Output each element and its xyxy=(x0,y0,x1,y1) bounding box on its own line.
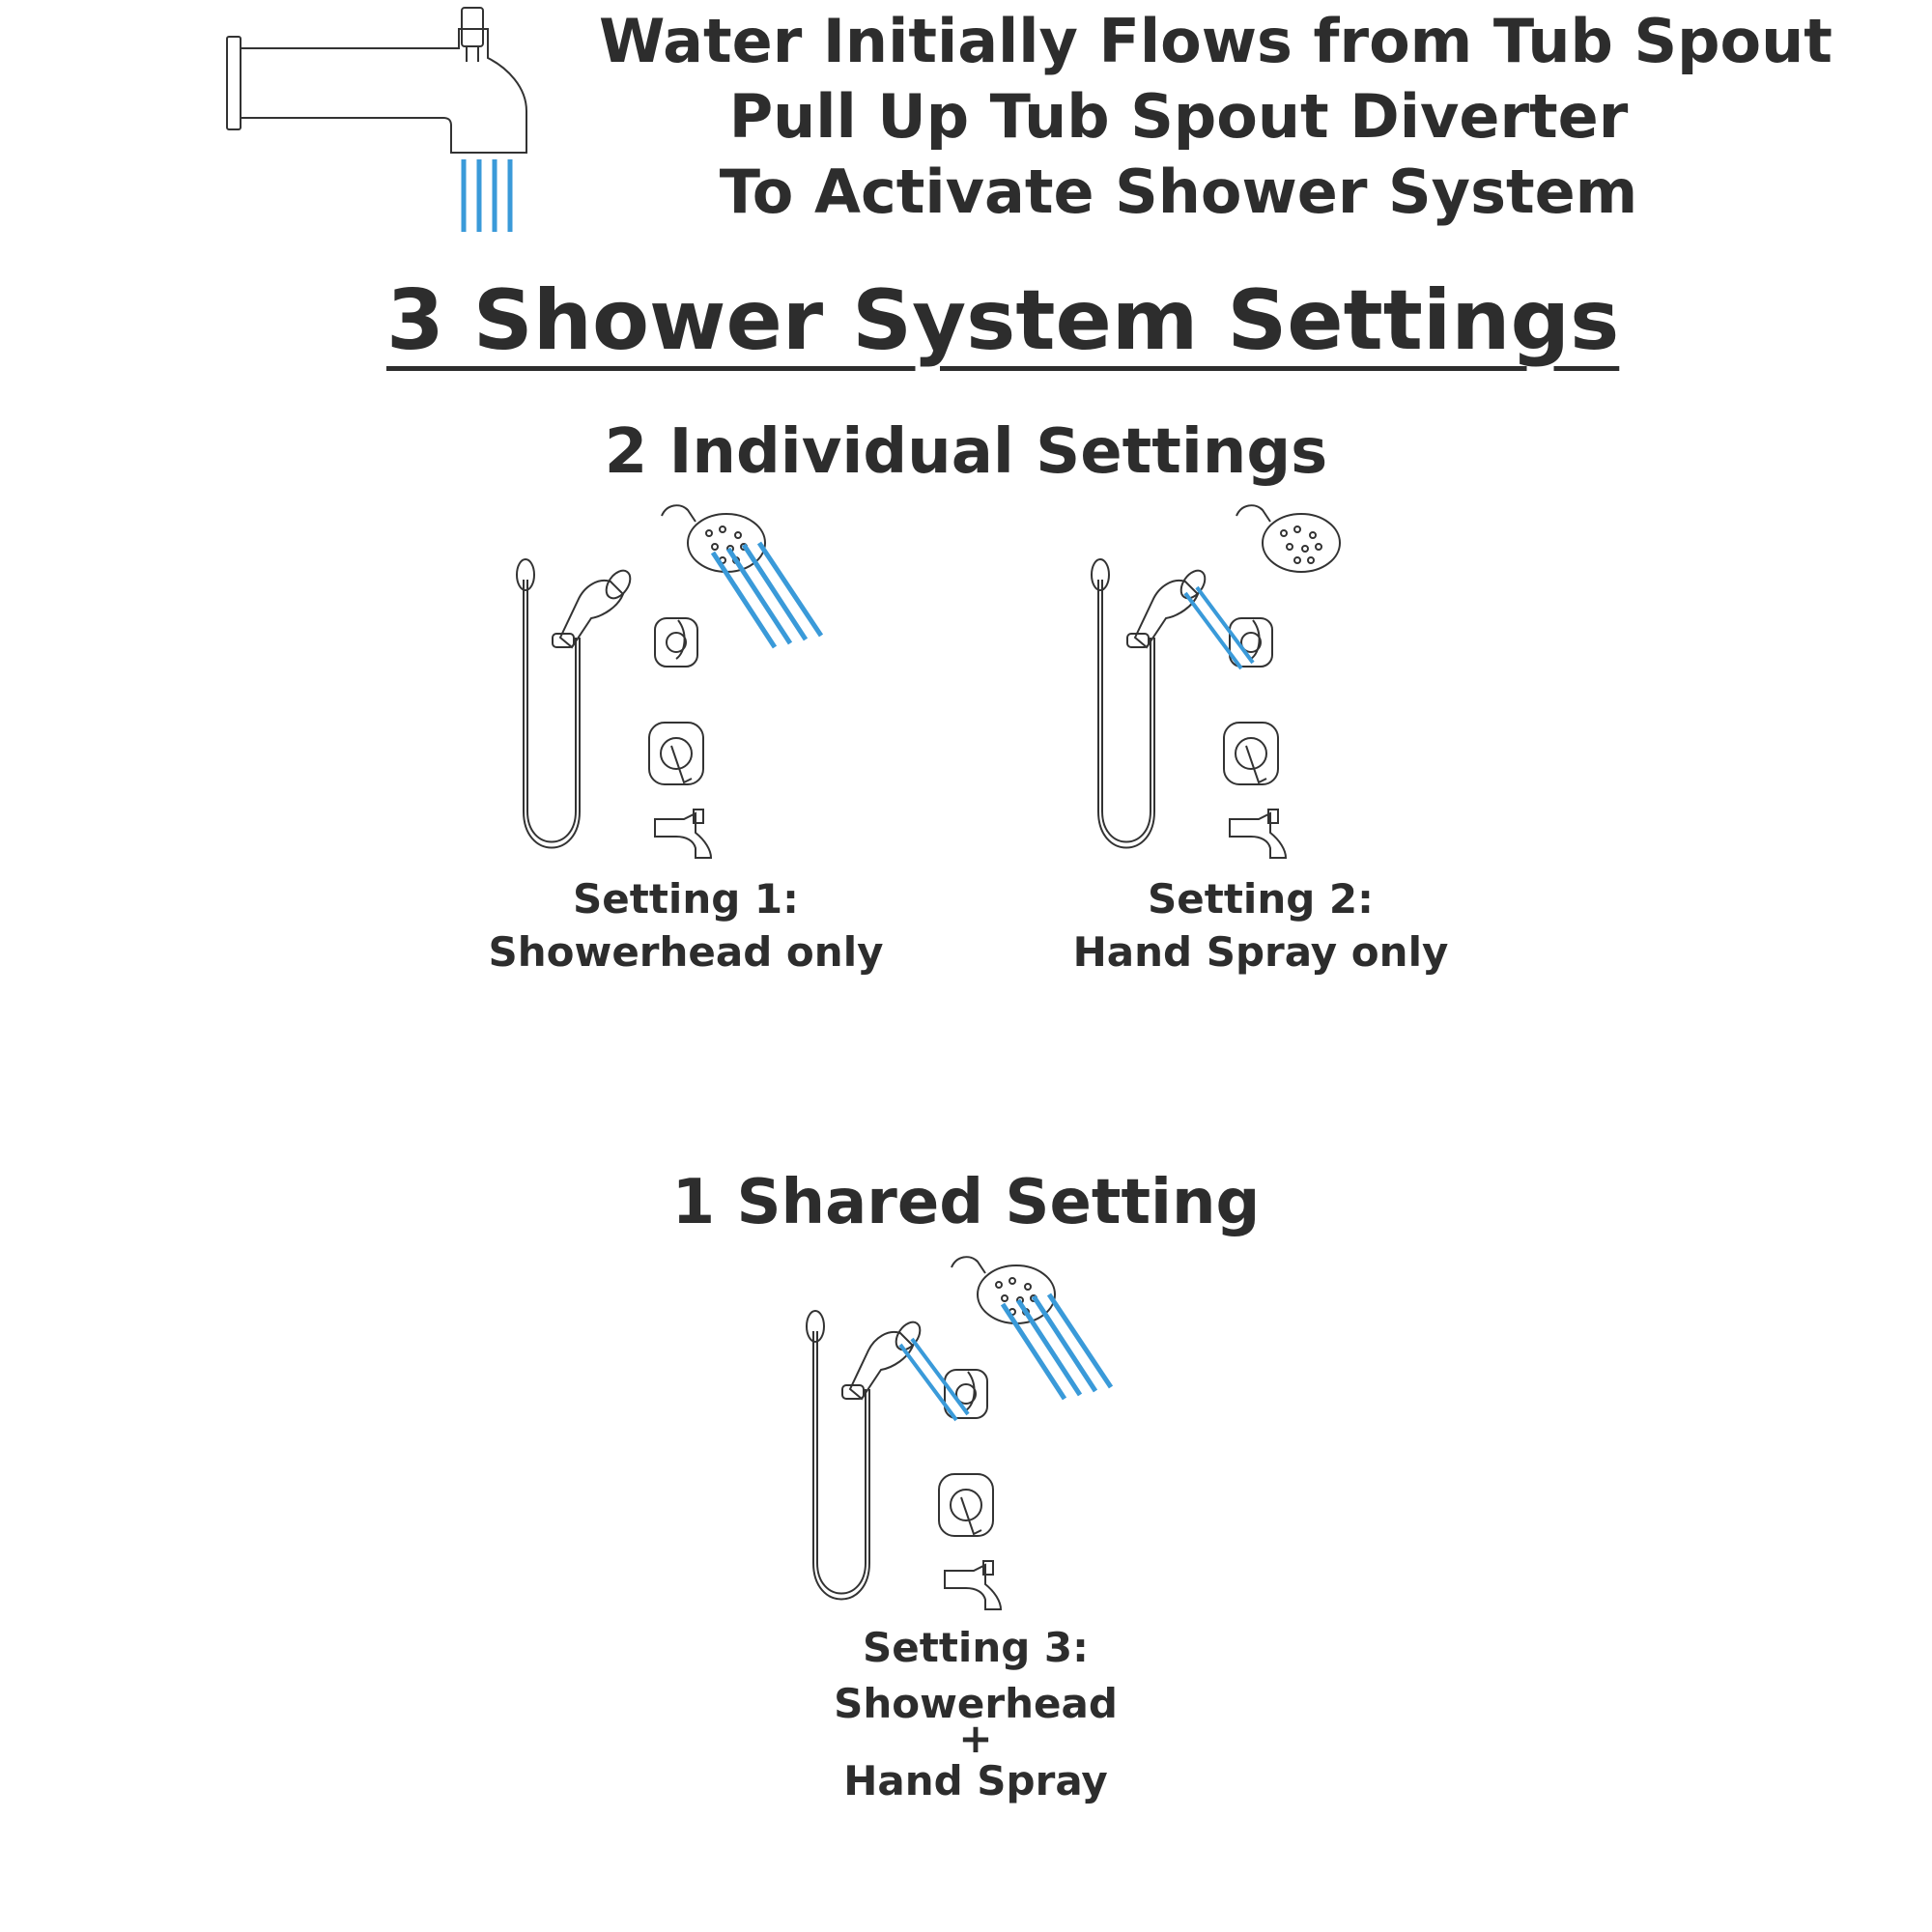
intro-line-3: To Activate Shower System xyxy=(719,156,1638,227)
water-stream-icon xyxy=(464,159,510,232)
setting-1-diagram xyxy=(502,493,831,869)
mixer-valve-icon xyxy=(649,723,703,784)
hose-icon xyxy=(813,1331,869,1600)
setting-3-line-1: Showerhead xyxy=(834,1680,1118,1727)
mixer-valve-icon xyxy=(939,1474,993,1536)
setting-3-plus: + xyxy=(958,1715,993,1762)
setting-3-diagram xyxy=(792,1244,1121,1621)
hand-spray-icon xyxy=(553,566,635,647)
diverter-valve-icon xyxy=(655,618,697,667)
tub-spout-intro-diagram xyxy=(217,0,546,242)
individual-settings-heading: 2 Individual Settings xyxy=(604,416,1328,488)
shared-setting-heading: 1 Shared Setting xyxy=(671,1167,1261,1238)
water-stream-icon xyxy=(1003,1294,1111,1399)
water-stream-icon xyxy=(713,543,821,647)
setting-1-desc: Showerhead only xyxy=(488,928,884,976)
setting-1-label: Setting 1: xyxy=(573,875,799,923)
intro-line-1: Water Initially Flows from Tub Spout xyxy=(599,6,1833,76)
setting-3-line-2: Hand Spray xyxy=(843,1757,1108,1804)
tub-spout-icon xyxy=(227,8,526,153)
setting-3-label: Setting 3: xyxy=(863,1624,1089,1671)
showerhead-icon xyxy=(662,505,765,572)
intro-line-2: Pull Up Tub Spout Diverter xyxy=(728,81,1629,152)
tub-spout-icon xyxy=(655,810,711,858)
showerhead-icon xyxy=(1236,505,1340,572)
showerhead-icon xyxy=(952,1257,1055,1323)
tub-spout-icon xyxy=(945,1561,1001,1609)
hose-icon xyxy=(1098,580,1154,848)
hose-icon xyxy=(524,580,580,848)
tub-spout-icon xyxy=(1230,810,1286,858)
page-title: 3 Shower System Settings xyxy=(386,272,1620,369)
setting-2-label: Setting 2: xyxy=(1148,875,1374,923)
setting-2-diagram xyxy=(1077,493,1406,869)
setting-2-desc: Hand Spray only xyxy=(1072,928,1449,976)
mixer-valve-icon xyxy=(1224,723,1278,784)
